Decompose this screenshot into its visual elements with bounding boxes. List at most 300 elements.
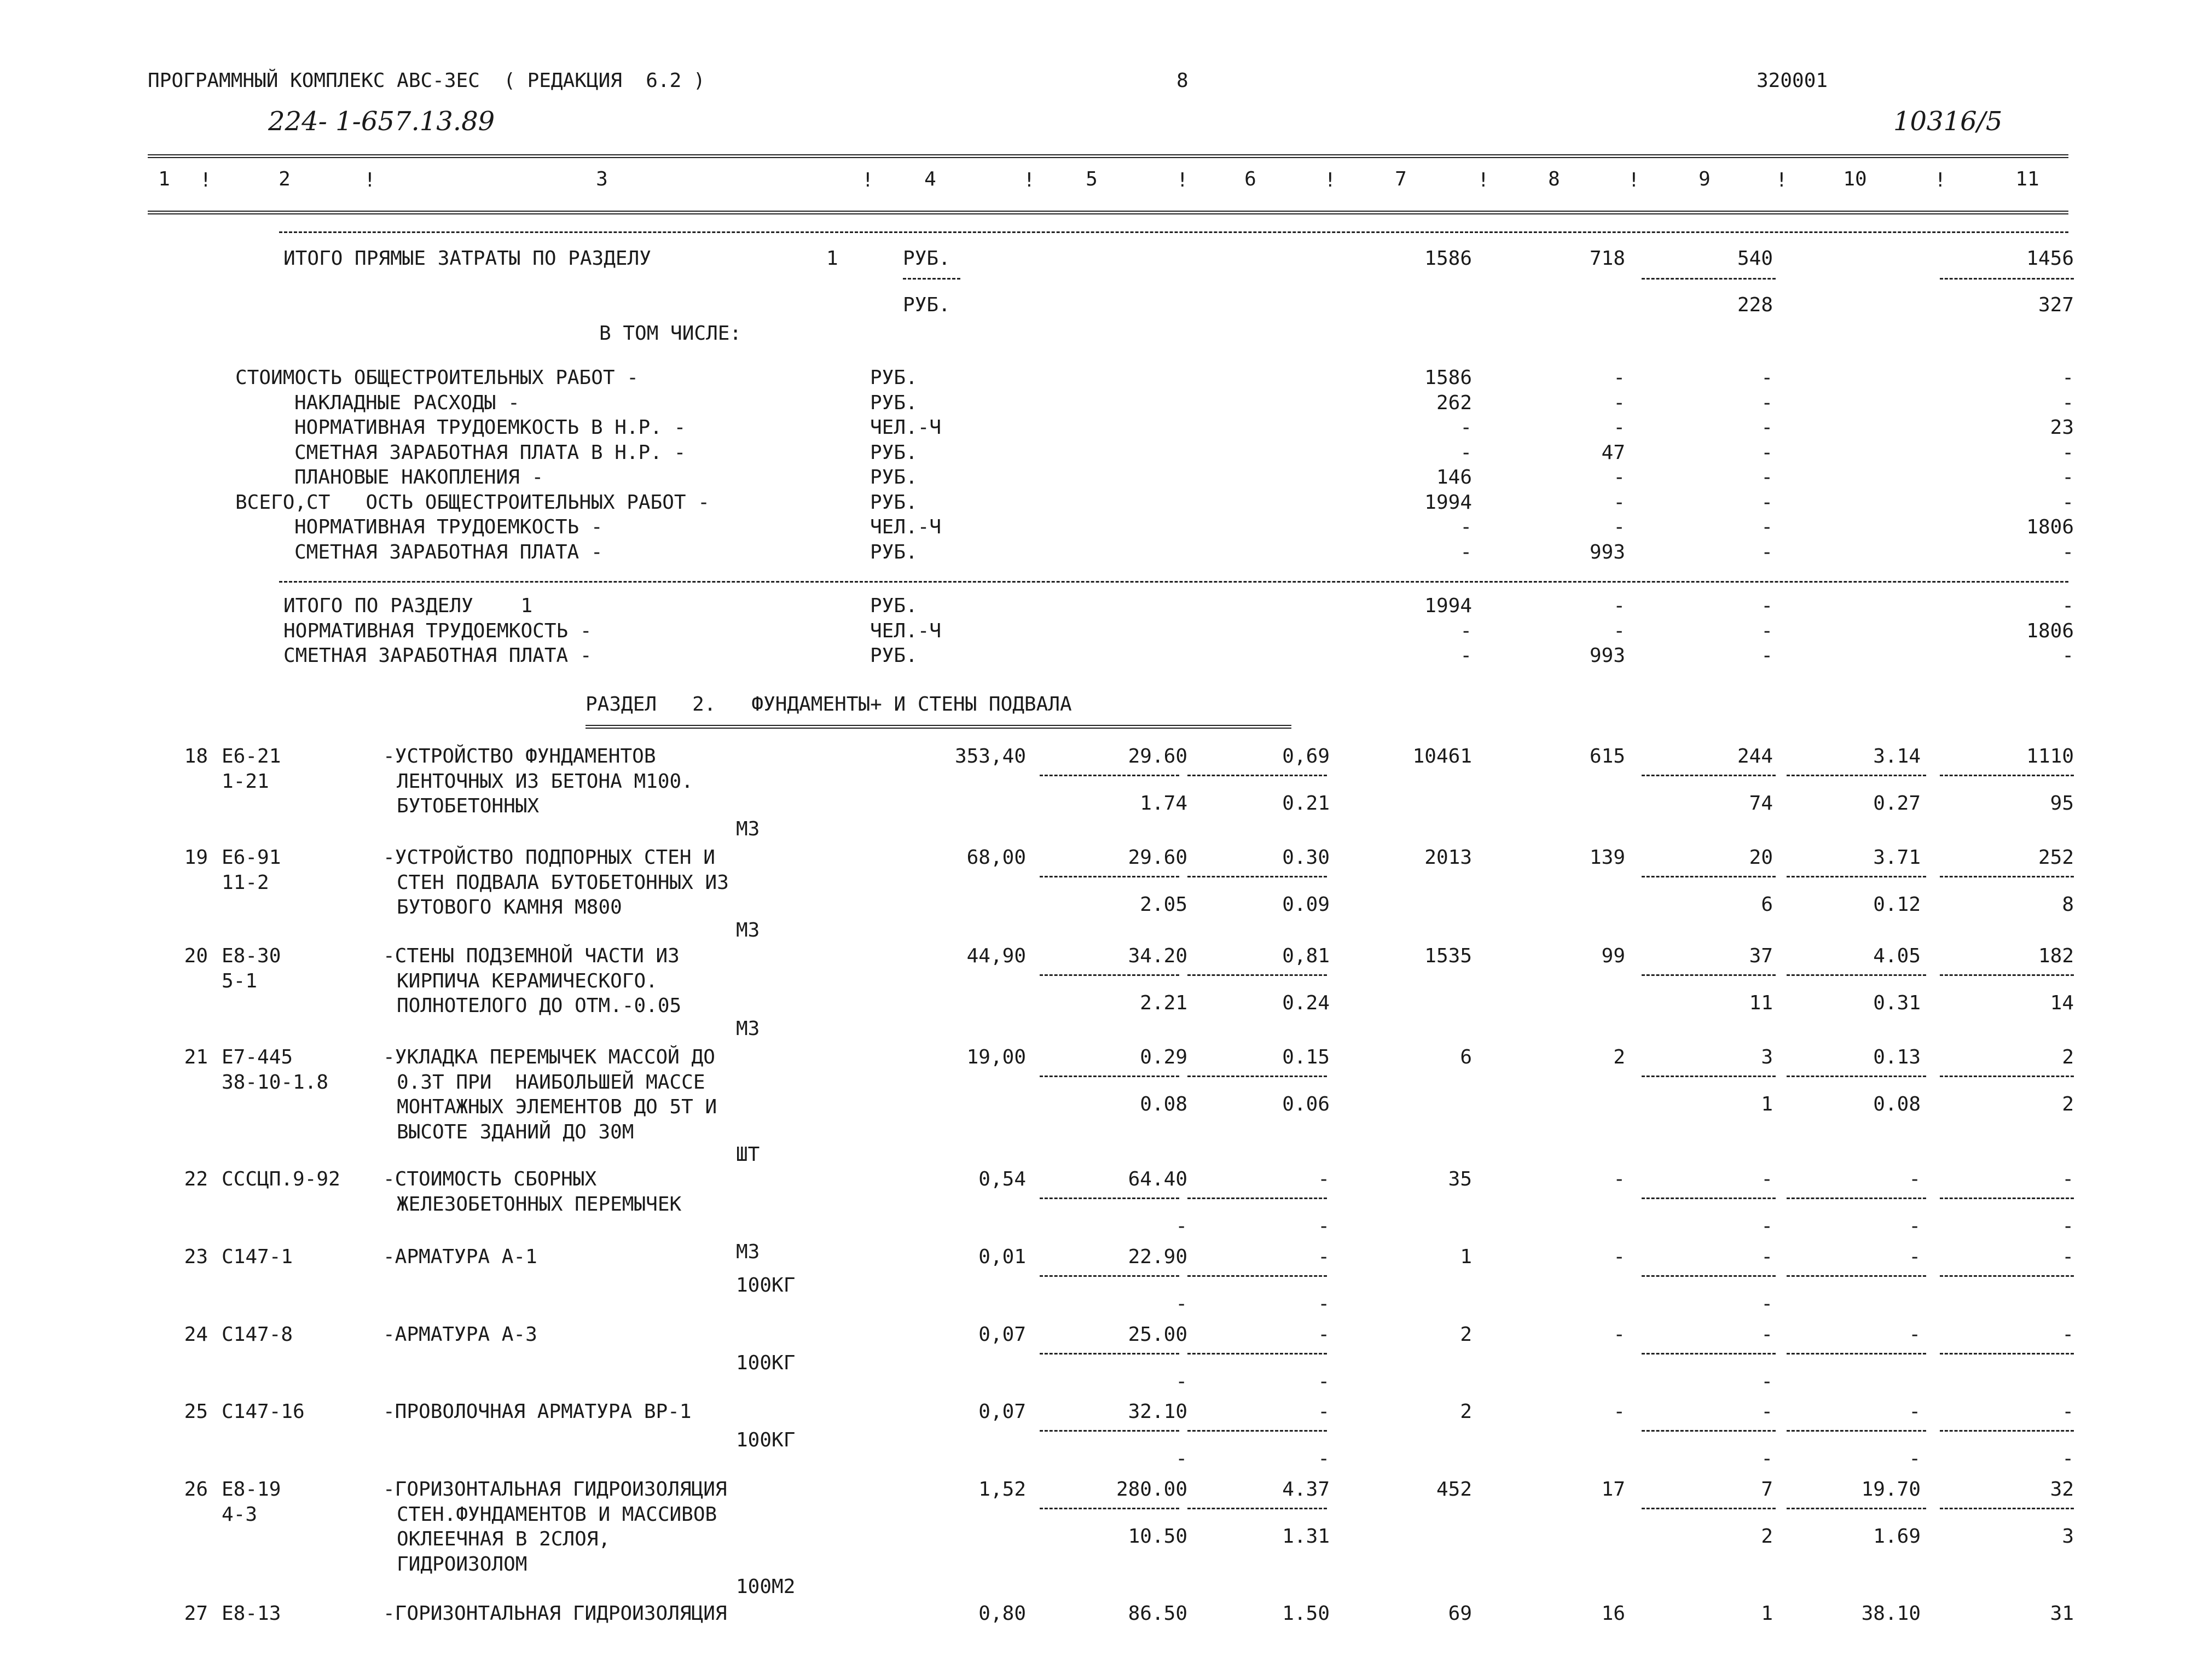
item-c5: 22.90 bbox=[1128, 1246, 1187, 1268]
item-c4: 0,80 bbox=[978, 1602, 1026, 1625]
item-description: -ГОРИЗОНТАЛЬНАЯ ГИДРОИЗОЛЯЦИЯ bbox=[383, 1602, 727, 1625]
breakdown-c7: 1994 bbox=[1424, 491, 1472, 514]
item-c5: 64.40 bbox=[1128, 1168, 1187, 1190]
item-c4: 0,01 bbox=[978, 1246, 1026, 1268]
document-code: 320001 bbox=[1757, 69, 1828, 92]
col9-rule bbox=[1642, 278, 1776, 280]
breakdown-c9: - bbox=[1761, 441, 1773, 464]
section-total-label: СМЕТНАЯ ЗАРАБОТНАЯ ПЛАТА - bbox=[283, 644, 592, 667]
item-rule-c10 bbox=[1787, 775, 1926, 776]
breakdown-unit: РУБ. bbox=[870, 391, 918, 414]
breakdown-unit: ЧЕЛ.-Ч bbox=[870, 416, 942, 439]
section-total-c11: 1806 bbox=[2026, 619, 2074, 642]
item-c10: 0.13 bbox=[1873, 1046, 1921, 1068]
breakdown-c8: - bbox=[1613, 416, 1625, 439]
item-c9: 244 bbox=[1737, 745, 1773, 768]
section-total-c7: - bbox=[1460, 644, 1472, 667]
itogo-col11: 1456 bbox=[2026, 247, 2074, 270]
column-separator: ! bbox=[1628, 169, 1640, 191]
item-description: -УСТРОЙСТВО ПОДПОРНЫХ СТЕН И bbox=[383, 846, 715, 869]
item-c5b: - bbox=[1175, 1448, 1187, 1470]
item-description: МОНТАЖНЫХ ЭЛЕМЕНТОВ ДО 5Т И bbox=[397, 1096, 717, 1118]
item-c10b: 0.12 bbox=[1873, 893, 1921, 916]
item-rule-c10 bbox=[1787, 1353, 1926, 1355]
item-code: Е6-21 bbox=[222, 745, 281, 768]
column-number: 4 bbox=[924, 168, 936, 190]
sub-unit: РУБ. bbox=[903, 294, 950, 316]
item-c9b: - bbox=[1761, 1448, 1773, 1470]
item-c9b: 11 bbox=[1749, 992, 1773, 1015]
handwritten-sheet-number: 10316/5 bbox=[1893, 106, 2003, 137]
section-total-c7: 1994 bbox=[1424, 595, 1472, 617]
item-c11: - bbox=[2062, 1400, 2074, 1423]
item-c11b: - bbox=[2062, 1215, 2074, 1238]
item-rule-c9 bbox=[1642, 1076, 1776, 1077]
column-number: 2 bbox=[279, 168, 291, 190]
item-c5b: 2.21 bbox=[1140, 992, 1187, 1015]
item-c5: 280.00 bbox=[1116, 1478, 1187, 1501]
breakdown-label: НАКЛАДНЫЕ РАСХОДЫ - bbox=[294, 391, 520, 414]
item-c7: 6 bbox=[1460, 1046, 1472, 1068]
breakdown-c9: - bbox=[1761, 367, 1773, 389]
sub-col9: 228 bbox=[1737, 294, 1773, 316]
item-description: -ГОРИЗОНТАЛЬНАЯ ГИДРОИЗОЛЯЦИЯ bbox=[383, 1478, 727, 1501]
item-unit: М3 bbox=[736, 1240, 760, 1263]
item-c5b: - bbox=[1175, 1293, 1187, 1316]
item-c5: 86.50 bbox=[1128, 1602, 1187, 1625]
item-c8: 16 bbox=[1601, 1602, 1625, 1625]
breakdown-c9: - bbox=[1761, 516, 1773, 538]
item-c11: 182 bbox=[2038, 945, 2074, 967]
item-c8: - bbox=[1613, 1168, 1625, 1190]
item-c5: 29.60 bbox=[1128, 745, 1187, 768]
item-description: -СТОИМОСТЬ СБОРНЫХ bbox=[383, 1168, 597, 1190]
column-separator: ! bbox=[1023, 169, 1035, 191]
item-c8: 17 bbox=[1601, 1478, 1625, 1501]
item-c8: - bbox=[1613, 1246, 1625, 1268]
item-c7: 1 bbox=[1460, 1246, 1472, 1268]
breakdown-c7: - bbox=[1460, 540, 1472, 563]
itogo-col9: 540 bbox=[1737, 247, 1773, 270]
item-c5: 34.20 bbox=[1128, 945, 1187, 967]
item-code: Е7-445 bbox=[222, 1046, 293, 1068]
item-c5: 0.29 bbox=[1140, 1046, 1187, 1068]
item-c9: - bbox=[1761, 1323, 1773, 1346]
breakdown-c8: - bbox=[1613, 391, 1625, 414]
item-rule-c5 bbox=[1040, 1076, 1179, 1077]
item-c9b: 1 bbox=[1761, 1093, 1773, 1116]
column-number: 11 bbox=[2015, 168, 2039, 190]
item-c9: - bbox=[1761, 1246, 1773, 1268]
item-code-sub: 11-2 bbox=[222, 871, 269, 894]
item-rule-c5 bbox=[1040, 876, 1179, 877]
item-rule-c5 bbox=[1040, 1430, 1179, 1432]
item-rule-c5 bbox=[1040, 1508, 1179, 1509]
item-c5: 29.60 bbox=[1128, 846, 1187, 869]
breakdown-c8: 47 bbox=[1601, 441, 1625, 464]
item-c10: 4.05 bbox=[1873, 945, 1921, 967]
item-rule-c10 bbox=[1787, 974, 1926, 976]
item-c4: 0,07 bbox=[978, 1400, 1026, 1423]
sub-col11: 327 bbox=[2038, 294, 2074, 316]
breakdown-label: СТОИМОСТЬ ОБЩЕСТРОИТЕЛЬНЫХ РАБОТ - bbox=[235, 367, 639, 389]
breakdown-label: ВСЕГО,СТ ОСТЬ ОБЩЕСТРОИТЕЛЬНЫХ РАБОТ - bbox=[235, 491, 710, 514]
item-c6b: - bbox=[1318, 1448, 1330, 1470]
item-rule-c6 bbox=[1187, 1353, 1327, 1355]
item-code: С147-1 bbox=[222, 1246, 293, 1268]
item-c10: 3.71 bbox=[1873, 846, 1921, 869]
item-c11: - bbox=[2062, 1323, 2074, 1346]
item-c5b: 1.74 bbox=[1140, 792, 1187, 815]
item-c9: - bbox=[1761, 1400, 1773, 1423]
item-c6b: 0.21 bbox=[1282, 792, 1330, 815]
item-rule-c5 bbox=[1040, 775, 1179, 776]
breakdown-c7: 146 bbox=[1436, 466, 1472, 489]
item-description: ПОЛНОТЕЛОГО ДО ОТМ.-0.05 bbox=[397, 995, 682, 1017]
breakdown-c9: - bbox=[1761, 416, 1773, 439]
item-rule-c5 bbox=[1040, 1275, 1179, 1277]
item-c11: - bbox=[2062, 1168, 2074, 1190]
item-number: 18 bbox=[184, 745, 208, 768]
breakdown-unit: РУБ. bbox=[870, 466, 918, 489]
summary-rule bbox=[279, 231, 2068, 233]
item-c8: 139 bbox=[1589, 846, 1625, 869]
item-code: СССЦП.9-92 bbox=[222, 1168, 340, 1190]
item-c9: 3 bbox=[1761, 1046, 1773, 1068]
item-rule-c6 bbox=[1187, 1430, 1327, 1432]
item-number: 25 bbox=[184, 1400, 208, 1423]
column-separator: ! bbox=[862, 169, 874, 191]
breakdown-label: ПЛАНОВЫЕ НАКОПЛЕНИЯ - bbox=[294, 466, 544, 489]
item-c6b: 0.06 bbox=[1282, 1093, 1330, 1116]
item-rule-c5 bbox=[1040, 1353, 1179, 1355]
item-unit: М3 bbox=[736, 1017, 760, 1040]
item-description: -СТЕНЫ ПОДЗЕМНОЙ ЧАСТИ ИЗ bbox=[383, 945, 680, 967]
item-rule-c6 bbox=[1187, 1275, 1327, 1277]
item-c6: 0.15 bbox=[1282, 1046, 1330, 1068]
section-total-c9: - bbox=[1761, 595, 1773, 617]
item-code: С147-16 bbox=[222, 1400, 305, 1423]
column-separator: ! bbox=[364, 169, 376, 191]
item-description: БУТОБЕТОННЫХ bbox=[397, 795, 540, 817]
item-description: 0.3Т ПРИ НАИБОЛЬШЕЙ МАССЕ bbox=[397, 1071, 705, 1094]
item-code-sub: 4-3 bbox=[222, 1503, 258, 1526]
item-c9b: - bbox=[1761, 1215, 1773, 1238]
item-unit: 100КГ bbox=[736, 1429, 796, 1452]
item-c11b: 8 bbox=[2062, 893, 2074, 916]
header-bottom-rule bbox=[148, 211, 2068, 214]
section-total-c8: - bbox=[1613, 595, 1625, 617]
item-c4: 1,52 bbox=[978, 1478, 1026, 1501]
breakdown-label: НОРМАТИВНАЯ ТРУДОЕМКОСТЬ - bbox=[294, 516, 603, 538]
item-c7: 69 bbox=[1448, 1602, 1472, 1625]
item-rule-c10 bbox=[1787, 1076, 1926, 1077]
breakdown-c8: - bbox=[1613, 367, 1625, 389]
handwritten-project-number: 224- 1-657.13.89 bbox=[268, 106, 495, 137]
item-unit: ШТ bbox=[736, 1143, 760, 1166]
item-rule-c9 bbox=[1642, 775, 1776, 776]
item-c9: - bbox=[1761, 1168, 1773, 1190]
item-rule-c10 bbox=[1787, 876, 1926, 877]
item-number: 24 bbox=[184, 1323, 208, 1346]
item-number: 20 bbox=[184, 945, 208, 967]
column-number: 3 bbox=[596, 168, 608, 190]
breakdown-label: СМЕТНАЯ ЗАРАБОТНАЯ ПЛАТА - bbox=[294, 540, 603, 563]
item-rule-c6 bbox=[1187, 1076, 1327, 1077]
column-separator: ! bbox=[1176, 169, 1189, 191]
item-c5b: 0.08 bbox=[1140, 1093, 1187, 1116]
item-c11b: 2 bbox=[2062, 1093, 2074, 1116]
item-c6: - bbox=[1318, 1323, 1330, 1346]
item-c9b: - bbox=[1761, 1293, 1773, 1316]
column-number: 1 bbox=[158, 168, 170, 190]
item-c11b: 3 bbox=[2062, 1525, 2074, 1548]
item-c10: 38.10 bbox=[1861, 1602, 1921, 1625]
item-c4: 0,07 bbox=[978, 1323, 1026, 1346]
item-description: ГИДРОИЗОЛОМ bbox=[397, 1553, 527, 1576]
item-c11: - bbox=[2062, 1246, 2074, 1268]
item-rule-c11 bbox=[1940, 1430, 2074, 1432]
item-code: Е8-30 bbox=[222, 945, 281, 967]
breakdown-c9: - bbox=[1761, 466, 1773, 489]
item-description: ОКЛЕЕЧНАЯ В 2СЛОЯ, bbox=[397, 1528, 611, 1550]
column-separator: ! bbox=[1934, 169, 1946, 191]
item-c5: 32.10 bbox=[1128, 1400, 1187, 1423]
breakdown-c8: 993 bbox=[1589, 540, 1625, 563]
item-rule-c6 bbox=[1187, 1508, 1327, 1509]
item-c10: 19.70 bbox=[1861, 1478, 1921, 1501]
item-description: -АРМАТУРА А-1 bbox=[383, 1246, 537, 1268]
column-number: 9 bbox=[1699, 168, 1711, 190]
item-c7: 1535 bbox=[1424, 945, 1472, 967]
item-c6: 1.50 bbox=[1282, 1602, 1330, 1625]
item-c11b: 95 bbox=[2050, 792, 2074, 815]
item-description: -УКЛАДКА ПЕРЕМЫЧЕК МАССОЙ ДО bbox=[383, 1046, 715, 1068]
item-description: ЛЕНТОЧНЫХ ИЗ БЕТОНА М100. bbox=[397, 770, 693, 793]
breakdown-label: НОРМАТИВНАЯ ТРУДОЕМКОСТЬ В Н.Р. - bbox=[294, 416, 686, 439]
breakdown-c11: - bbox=[2062, 367, 2074, 389]
item-c4: 68,00 bbox=[966, 846, 1026, 869]
item-c7: 10461 bbox=[1412, 745, 1472, 768]
page-number: 8 bbox=[1176, 69, 1189, 92]
breakdown-rule bbox=[279, 581, 2068, 583]
section-2-title: РАЗДЕЛ 2. ФУНДАМЕНТЫ+ И СТЕНЫ ПОДВАЛА bbox=[586, 693, 1072, 716]
item-c8: - bbox=[1613, 1400, 1625, 1423]
item-c9: 20 bbox=[1749, 846, 1773, 869]
item-code: С147-8 bbox=[222, 1323, 293, 1346]
item-description: КИРПИЧА КЕРАМИЧЕСКОГО. bbox=[397, 969, 658, 992]
itogo-section: 1 bbox=[826, 247, 838, 270]
section-total-label: ИТОГО ПО РАЗДЕЛУ 1 bbox=[283, 595, 533, 617]
item-rule-c11 bbox=[1940, 1275, 2074, 1277]
item-code: Е8-13 bbox=[222, 1602, 281, 1625]
item-rule-c11 bbox=[1940, 1353, 2074, 1355]
item-description: -АРМАТУРА А-3 bbox=[383, 1323, 537, 1346]
item-rule-c6 bbox=[1187, 775, 1327, 776]
item-c7: 2 bbox=[1460, 1400, 1472, 1423]
itogo-col7: 1586 bbox=[1424, 247, 1472, 270]
column-number: 6 bbox=[1244, 168, 1256, 190]
item-c9b: - bbox=[1761, 1370, 1773, 1393]
column-separator: ! bbox=[1776, 169, 1788, 191]
item-description: СТЕН ПОДВАЛА БУТОБЕТОННЫХ ИЗ bbox=[397, 871, 729, 894]
item-number: 19 bbox=[184, 846, 208, 869]
item-c10: - bbox=[1909, 1246, 1921, 1268]
item-c6: - bbox=[1318, 1168, 1330, 1190]
breakdown-c11: 1806 bbox=[2026, 516, 2074, 538]
item-c10b: - bbox=[1909, 1215, 1921, 1238]
breakdown-c9: - bbox=[1761, 540, 1773, 563]
item-c11: 1110 bbox=[2026, 745, 2074, 768]
section-total-c8: 993 bbox=[1589, 644, 1625, 667]
item-description: -УСТРОЙСТВО ФУНДАМЕНТОВ bbox=[383, 745, 656, 768]
item-c6b: 1.31 bbox=[1282, 1525, 1330, 1548]
item-c11: 31 bbox=[2050, 1602, 2074, 1625]
item-rule-c9 bbox=[1642, 1430, 1776, 1432]
item-rule-c11 bbox=[1940, 974, 2074, 976]
item-unit: М3 bbox=[736, 817, 760, 840]
breakdown-c11: - bbox=[2062, 491, 2074, 514]
item-c7: 2013 bbox=[1424, 846, 1472, 869]
item-code: Е6-91 bbox=[222, 846, 281, 869]
item-c11b: - bbox=[2062, 1448, 2074, 1470]
item-unit: М3 bbox=[736, 919, 760, 941]
item-c8: - bbox=[1613, 1323, 1625, 1346]
item-unit: 100КГ bbox=[736, 1274, 796, 1297]
column-number: 7 bbox=[1395, 168, 1407, 190]
breakdown-c7: - bbox=[1460, 416, 1472, 439]
item-c10: - bbox=[1909, 1168, 1921, 1190]
breakdown-unit: РУБ. bbox=[870, 491, 918, 514]
item-number: 22 bbox=[184, 1168, 208, 1190]
section-total-c9: - bbox=[1761, 619, 1773, 642]
section-total-c11: - bbox=[2062, 644, 2074, 667]
item-c5: 25.00 bbox=[1128, 1323, 1187, 1346]
item-rule-c6 bbox=[1187, 876, 1327, 877]
item-c10: - bbox=[1909, 1323, 1921, 1346]
breakdown-c11: - bbox=[2062, 540, 2074, 563]
breakdown-c8: - bbox=[1613, 491, 1625, 514]
item-c4: 0,54 bbox=[978, 1168, 1026, 1190]
item-c5b: 2.05 bbox=[1140, 893, 1187, 916]
item-c11: 2 bbox=[2062, 1046, 2074, 1068]
item-c11: 252 bbox=[2038, 846, 2074, 869]
breakdown-c8: - bbox=[1613, 466, 1625, 489]
item-c9b: 74 bbox=[1749, 792, 1773, 815]
item-rule-c11 bbox=[1940, 1076, 2074, 1077]
breakdown-c7: - bbox=[1460, 516, 1472, 538]
breakdown-c11: - bbox=[2062, 441, 2074, 464]
item-code-sub: 5-1 bbox=[222, 969, 258, 992]
item-c6: - bbox=[1318, 1400, 1330, 1423]
item-number: 26 bbox=[184, 1478, 208, 1501]
breakdown-label: СМЕТНАЯ ЗАРАБОТНАЯ ПЛАТА В Н.Р. - bbox=[294, 441, 686, 464]
breakdown-unit: ЧЕЛ.-Ч bbox=[870, 516, 942, 538]
column-number: 8 bbox=[1548, 168, 1560, 190]
column-separator: ! bbox=[1477, 169, 1489, 191]
item-code-sub: 1-21 bbox=[222, 770, 269, 793]
item-rule-c5 bbox=[1040, 1197, 1179, 1199]
item-rule-c9 bbox=[1642, 1353, 1776, 1355]
section-total-c9: - bbox=[1761, 644, 1773, 667]
item-rule-c11 bbox=[1940, 1508, 2074, 1509]
item-description: БУТОВОГО КАМНЯ М800 bbox=[397, 896, 622, 919]
breakdown-c9: - bbox=[1761, 391, 1773, 414]
item-description: ВЫСОТЕ ЗДАНИЙ ДО 30М bbox=[397, 1120, 634, 1143]
item-c7: 452 bbox=[1436, 1478, 1472, 1501]
breakdown-c7: - bbox=[1460, 441, 1472, 464]
item-c6b: 0.09 bbox=[1282, 893, 1330, 916]
breakdown-c8: - bbox=[1613, 516, 1625, 538]
item-c11b: 14 bbox=[2050, 992, 2074, 1015]
section-total-unit: ЧЕЛ.-Ч bbox=[870, 619, 942, 642]
itogo-col8: 718 bbox=[1589, 247, 1625, 270]
item-c6: 0,69 bbox=[1282, 745, 1330, 768]
item-c6b: - bbox=[1318, 1370, 1330, 1393]
item-c5b: - bbox=[1175, 1215, 1187, 1238]
item-c5b: - bbox=[1175, 1370, 1187, 1393]
section-total-c8: - bbox=[1613, 619, 1625, 642]
item-c11: 32 bbox=[2050, 1478, 2074, 1501]
section-total-c11: - bbox=[2062, 595, 2074, 617]
breakdown-c11: - bbox=[2062, 391, 2074, 414]
item-rule-c9 bbox=[1642, 1275, 1776, 1277]
item-unit: 100М2 bbox=[736, 1576, 796, 1598]
item-c9: 1 bbox=[1761, 1602, 1773, 1625]
section-title-underline bbox=[586, 725, 1291, 729]
item-c6: 0.30 bbox=[1282, 846, 1330, 869]
section-total-unit: РУБ. bbox=[870, 644, 918, 667]
item-c6: 0,81 bbox=[1282, 945, 1330, 967]
item-rule-c11 bbox=[1940, 1197, 2074, 1199]
item-number: 21 bbox=[184, 1046, 208, 1068]
item-rule-c5 bbox=[1040, 974, 1179, 976]
item-c7: 2 bbox=[1460, 1323, 1472, 1346]
item-rule-c11 bbox=[1940, 876, 2074, 877]
item-rule-c10 bbox=[1787, 1508, 1926, 1509]
item-c4: 353,40 bbox=[954, 745, 1026, 768]
item-description: ЖЕЛЕЗОБЕТОННЫХ ПЕРЕМЫЧЕК bbox=[397, 1193, 682, 1216]
column-number: 5 bbox=[1086, 168, 1098, 190]
item-c8: 615 bbox=[1589, 745, 1625, 768]
item-c6: - bbox=[1318, 1246, 1330, 1268]
item-c9: 7 bbox=[1761, 1478, 1773, 1501]
item-c10b: - bbox=[1909, 1448, 1921, 1470]
item-c6b: - bbox=[1318, 1293, 1330, 1316]
breakdown-unit: РУБ. bbox=[870, 441, 918, 464]
item-c4: 19,00 bbox=[966, 1046, 1026, 1068]
item-c5b: 10.50 bbox=[1128, 1525, 1187, 1548]
item-c6b: - bbox=[1318, 1215, 1330, 1238]
header-top-rule bbox=[148, 154, 2068, 158]
section-total-unit: РУБ. bbox=[870, 595, 918, 617]
item-rule-c10 bbox=[1787, 1275, 1926, 1277]
itogo-unit: РУБ. bbox=[903, 247, 950, 270]
item-c6b: 0.24 bbox=[1282, 992, 1330, 1015]
breakdown-c11: - bbox=[2062, 466, 2074, 489]
item-c10: - bbox=[1909, 1400, 1921, 1423]
col11-rule bbox=[1940, 278, 2074, 280]
item-c7: 35 bbox=[1448, 1168, 1472, 1190]
item-c8: 99 bbox=[1601, 945, 1625, 967]
item-description: СТЕН.ФУНДАМЕНТОВ И МАССИВОВ bbox=[397, 1503, 717, 1526]
item-c9b: 2 bbox=[1761, 1525, 1773, 1548]
column-separator: ! bbox=[1324, 169, 1336, 191]
item-code: Е8-19 bbox=[222, 1478, 281, 1501]
program-title: ПРОГРАММНЫЙ КОМПЛЕКС АВС-3ЕС ( РЕДАКЦИЯ 6.2 ) bbox=[148, 69, 705, 92]
section-total-label: НОРМАТИВНАЯ ТРУДОЕМКОСТЬ - bbox=[283, 619, 592, 642]
item-rule-c11 bbox=[1940, 775, 2074, 776]
